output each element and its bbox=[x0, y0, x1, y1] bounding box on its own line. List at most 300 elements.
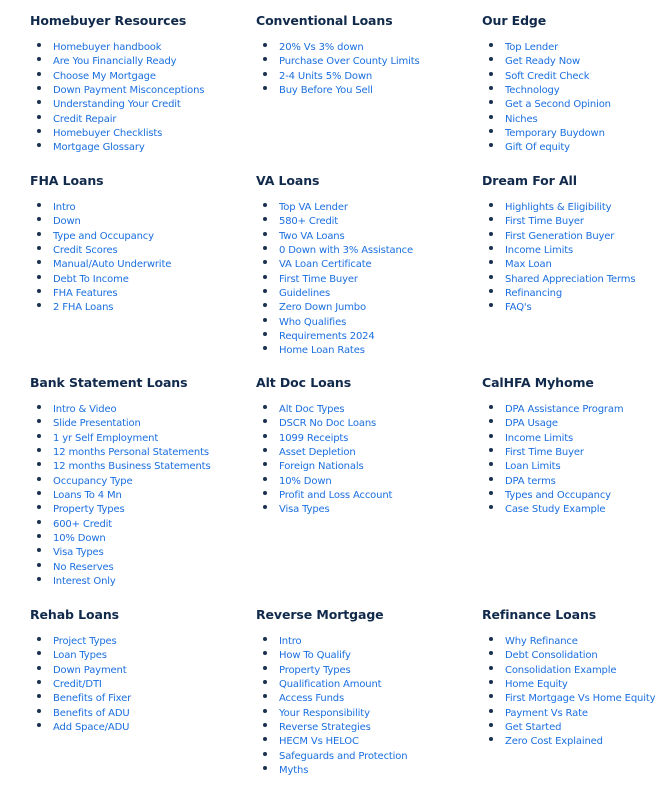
menu-link-zero-cost-explained[interactable]: Zero Cost Explained bbox=[505, 736, 603, 748]
menu-link-two-va-loans[interactable]: Two VA Loans bbox=[279, 230, 345, 242]
list-item bbox=[256, 38, 420, 52]
menu-link-first-generation-buyer[interactable]: First Generation Buyer bbox=[505, 230, 615, 242]
list-item bbox=[482, 255, 635, 269]
link-list bbox=[30, 400, 211, 586]
menu-link-2-4-units-5-down[interactable]: 2-4 Units 5% Down bbox=[279, 70, 373, 82]
list-item bbox=[30, 429, 211, 443]
menu-link-slide-presentation[interactable]: Slide Presentation bbox=[53, 418, 141, 430]
menu-link-add-space-adu[interactable]: Add Space/ADU bbox=[53, 722, 130, 734]
list-item bbox=[256, 270, 413, 284]
bullet-icon bbox=[489, 143, 493, 147]
bullet-icon bbox=[263, 260, 267, 264]
bullet-icon bbox=[489, 505, 493, 509]
bullet-icon bbox=[37, 477, 41, 481]
menu-section-reverse-mortgage bbox=[256, 607, 407, 775]
menu-section-bank-statement-loans bbox=[30, 375, 211, 586]
bullet-icon bbox=[37, 43, 41, 47]
list-item bbox=[482, 457, 623, 471]
menu-link-600-credit[interactable]: 600+ Credit bbox=[53, 518, 113, 530]
menu-link-10-down[interactable]: 10% Down bbox=[53, 533, 106, 545]
menu-link-first-time-buyer[interactable]: First Time Buyer bbox=[279, 273, 358, 285]
bullet-icon bbox=[37, 232, 41, 236]
list-item bbox=[256, 747, 407, 761]
bullet-icon bbox=[263, 505, 267, 509]
bullet-icon bbox=[263, 275, 267, 279]
list-item bbox=[30, 529, 211, 543]
bullet-icon bbox=[263, 448, 267, 452]
list-item bbox=[256, 646, 407, 660]
bullet-icon bbox=[489, 723, 493, 727]
menu-link-homebuyer-checklists[interactable]: Homebuyer Checklists bbox=[53, 128, 163, 140]
bullet-icon bbox=[489, 637, 493, 641]
bullet-icon bbox=[263, 737, 267, 741]
menu-link-credit-dti[interactable]: Credit/DTI bbox=[53, 679, 102, 691]
list-item bbox=[482, 212, 635, 226]
menu-section-fha-loans bbox=[30, 173, 171, 313]
menu-link-loans-to-4-mn[interactable]: Loans To 4 Mn bbox=[53, 490, 122, 502]
bullet-icon bbox=[489, 100, 493, 104]
menu-link-10-down[interactable]: 10% Down bbox=[279, 475, 332, 487]
bullet-icon bbox=[489, 86, 493, 90]
list-item bbox=[482, 38, 611, 52]
list-item bbox=[256, 457, 392, 471]
bullet-icon bbox=[489, 709, 493, 713]
link-list bbox=[482, 38, 611, 153]
bullet-icon bbox=[263, 709, 267, 713]
menu-link-0-down-with-3-assistance[interactable]: 0 Down with 3% Assistance bbox=[279, 245, 414, 257]
bullet-icon bbox=[263, 637, 267, 641]
bullet-icon bbox=[37, 534, 41, 538]
menu-link-reverse-strategies[interactable]: Reverse Strategies bbox=[279, 722, 371, 734]
menu-link-income-limits[interactable]: Income Limits bbox=[505, 245, 574, 257]
bullet-icon bbox=[37, 563, 41, 567]
list-item bbox=[482, 298, 635, 312]
bullet-icon bbox=[489, 260, 493, 264]
menu-link-top-lender[interactable]: Top Lender bbox=[505, 42, 559, 53]
menu-link-loan-limits[interactable]: Loan Limits bbox=[505, 461, 561, 473]
list-item bbox=[30, 646, 131, 660]
bullet-icon bbox=[263, 332, 267, 336]
menu-link-benefits-of-adu[interactable]: Benefits of ADU bbox=[53, 707, 130, 719]
menu-link-va-loan-certificate[interactable]: VA Loan Certificate bbox=[279, 259, 372, 271]
list-item bbox=[482, 241, 635, 255]
menu-link-who-qualifies[interactable]: Who Qualifies bbox=[279, 316, 347, 328]
link-list bbox=[482, 632, 655, 747]
menu-link-shared-appreciation-terms[interactable]: Shared Appreciation Terms bbox=[505, 273, 636, 285]
menu-link-get-started[interactable]: Get Started bbox=[505, 722, 562, 734]
menu-link-temporary-buydown[interactable]: Temporary Buydown bbox=[505, 128, 605, 140]
bullet-icon bbox=[489, 462, 493, 466]
list-item bbox=[482, 429, 623, 443]
menu-link-loan-types[interactable]: Loan Types bbox=[53, 650, 107, 662]
menu-link-down-payment[interactable]: Down Payment bbox=[53, 664, 127, 676]
list-item bbox=[30, 486, 211, 500]
bullet-icon bbox=[489, 203, 493, 207]
menu-link-down-payment-misconceptions[interactable]: Down Payment Misconceptions bbox=[53, 85, 205, 97]
menu-link-property-types[interactable]: Property Types bbox=[279, 664, 351, 676]
list-item bbox=[482, 443, 623, 457]
menu-link-2-fha-loans[interactable]: 2 FHA Loans bbox=[53, 302, 114, 314]
section-heading: VA Loans bbox=[256, 173, 320, 188]
list-item bbox=[256, 241, 413, 255]
list-item bbox=[256, 443, 392, 457]
list-item bbox=[482, 414, 623, 428]
bullet-icon bbox=[489, 43, 493, 47]
menu-link-gift-of-equity[interactable]: Gift Of equity bbox=[505, 142, 570, 154]
menu-link-property-types[interactable]: Property Types bbox=[53, 504, 125, 516]
section-heading: Reverse Mortgage bbox=[256, 607, 384, 622]
bullet-icon bbox=[37, 577, 41, 581]
menu-link-down[interactable]: Down bbox=[53, 216, 81, 228]
list-item bbox=[482, 124, 611, 138]
menu-link-get-a-second-opinion[interactable]: Get a Second Opinion bbox=[505, 99, 611, 111]
menu-link-niches[interactable]: Niches bbox=[505, 113, 538, 125]
menu-link-hecm-vs-heloc[interactable]: HECM Vs HELOC bbox=[279, 736, 359, 748]
list-item bbox=[30, 227, 171, 241]
bullet-icon bbox=[263, 752, 267, 756]
bullet-icon bbox=[263, 43, 267, 47]
list-item bbox=[482, 675, 655, 689]
list-item bbox=[30, 515, 211, 529]
menu-link-consolidation-example[interactable]: Consolidation Example bbox=[505, 664, 617, 676]
menu-link-purchase-over-county-limits[interactable]: Purchase Over County Limits bbox=[279, 56, 420, 68]
menu-link-zero-down-jumbo[interactable]: Zero Down Jumbo bbox=[279, 302, 366, 314]
bullet-icon bbox=[37, 448, 41, 452]
bullet-icon bbox=[37, 72, 41, 76]
bullet-icon bbox=[263, 680, 267, 684]
bullet-icon bbox=[263, 303, 267, 307]
menu-link-profit-and-loss-account[interactable]: Profit and Loss Account bbox=[279, 490, 393, 502]
list-item bbox=[30, 661, 131, 675]
menu-link-highlights-and-eligibility[interactable]: Highlights & Eligibility bbox=[505, 202, 612, 213]
menu-link-income-limits[interactable]: Income Limits bbox=[505, 432, 574, 444]
list-item bbox=[30, 500, 211, 514]
bullet-icon bbox=[263, 723, 267, 727]
bullet-icon bbox=[37, 115, 41, 119]
list-item bbox=[30, 704, 131, 718]
menu-link-payment-vs-rate[interactable]: Payment Vs Rate bbox=[505, 707, 588, 719]
bullet-icon bbox=[37, 419, 41, 423]
menu-link-first-time-buyer[interactable]: First Time Buyer bbox=[505, 216, 584, 228]
bullet-icon bbox=[263, 462, 267, 466]
list-item bbox=[482, 704, 655, 718]
link-list bbox=[256, 198, 413, 356]
bullet-icon bbox=[37, 143, 41, 147]
bullet-icon bbox=[489, 289, 493, 293]
list-item bbox=[256, 472, 392, 486]
list-item bbox=[256, 255, 413, 269]
bullet-icon bbox=[263, 477, 267, 481]
section-heading: Our Edge bbox=[482, 13, 547, 28]
section-heading: Rehab Loans bbox=[30, 607, 119, 622]
menu-link-home-loan-rates[interactable]: Home Loan Rates bbox=[279, 345, 365, 357]
section-heading: Dream For All bbox=[482, 173, 577, 188]
list-item bbox=[482, 472, 623, 486]
menu-link-project-types[interactable]: Project Types bbox=[53, 636, 117, 647]
bullet-icon bbox=[263, 419, 267, 423]
bullet-icon bbox=[263, 694, 267, 698]
list-item bbox=[30, 718, 131, 732]
bullet-icon bbox=[37, 289, 41, 293]
bullet-icon bbox=[263, 57, 267, 61]
list-item bbox=[482, 284, 635, 298]
bullet-icon bbox=[37, 680, 41, 684]
list-item bbox=[256, 400, 392, 414]
menu-link-safeguards-and-protection[interactable]: Safeguards and Protection bbox=[279, 750, 408, 762]
bullet-icon bbox=[489, 72, 493, 76]
list-item bbox=[30, 543, 211, 557]
menu-link-12-months-personal-statements[interactable]: 12 months Personal Statements bbox=[53, 447, 209, 459]
list-item bbox=[30, 675, 131, 689]
menu-link-intro-and-video[interactable]: Intro & Video bbox=[53, 404, 117, 415]
list-item bbox=[482, 646, 655, 660]
list-item bbox=[256, 486, 392, 500]
section-heading: FHA Loans bbox=[30, 173, 104, 188]
menu-link-requirements-2024[interactable]: Requirements 2024 bbox=[279, 331, 375, 343]
section-heading: Alt Doc Loans bbox=[256, 375, 352, 390]
bullet-icon bbox=[263, 246, 267, 250]
menu-section-va-loans bbox=[256, 173, 413, 356]
bullet-icon bbox=[489, 419, 493, 423]
bullet-icon bbox=[263, 346, 267, 350]
list-item bbox=[30, 38, 204, 52]
list-item bbox=[256, 227, 413, 241]
menu-link-interest-only[interactable]: Interest Only bbox=[53, 576, 116, 588]
section-heading: CalHFA Myhome bbox=[482, 375, 594, 390]
menu-link-credit-repair[interactable]: Credit Repair bbox=[53, 113, 117, 125]
menu-section-homebuyer-resources bbox=[30, 13, 204, 153]
bullet-icon bbox=[37, 505, 41, 509]
bullet-icon bbox=[489, 448, 493, 452]
list-item bbox=[30, 124, 204, 138]
menu-link-intro[interactable]: Intro bbox=[279, 636, 302, 647]
bullet-icon bbox=[37, 217, 41, 221]
menu-link-types-and-occupancy[interactable]: Types and Occupancy bbox=[505, 490, 611, 502]
bullet-icon bbox=[489, 303, 493, 307]
list-item bbox=[482, 67, 611, 81]
list-item bbox=[256, 284, 413, 298]
bullet-icon bbox=[37, 434, 41, 438]
bullet-icon bbox=[489, 491, 493, 495]
bullet-icon bbox=[489, 651, 493, 655]
bullet-icon bbox=[263, 405, 267, 409]
menu-link-type-and-occupancy[interactable]: Type and Occupancy bbox=[53, 230, 154, 242]
list-item bbox=[256, 327, 413, 341]
menu-link-no-reserves[interactable]: No Reserves bbox=[53, 561, 114, 573]
bullet-icon bbox=[37, 260, 41, 264]
bullet-icon bbox=[489, 115, 493, 119]
bullet-icon bbox=[37, 520, 41, 524]
bullet-icon bbox=[37, 246, 41, 250]
bullet-icon bbox=[37, 203, 41, 207]
list-item bbox=[30, 632, 131, 646]
menu-link-guidelines[interactable]: Guidelines bbox=[279, 288, 331, 300]
bullet-icon bbox=[489, 434, 493, 438]
list-item bbox=[256, 500, 392, 514]
bullet-icon bbox=[489, 477, 493, 481]
list-item bbox=[256, 661, 407, 675]
list-item bbox=[30, 138, 204, 152]
menu-link-understanding-your-credit[interactable]: Understanding Your Credit bbox=[53, 99, 181, 111]
menu-link-visa-types[interactable]: Visa Types bbox=[279, 504, 330, 516]
menu-link-case-study-example[interactable]: Case Study Example bbox=[505, 504, 606, 516]
menu-link-dpa-assistance-program[interactable]: DPA Assistance Program bbox=[505, 404, 624, 415]
menu-link-manual-auto-underwrite[interactable]: Manual/Auto Underwrite bbox=[53, 259, 172, 271]
menu-link-myths[interactable]: Myths bbox=[279, 765, 309, 777]
menu-link-buy-before-you-sell[interactable]: Buy Before You Sell bbox=[279, 85, 373, 97]
list-item bbox=[30, 400, 211, 414]
bullet-icon bbox=[263, 766, 267, 770]
list-item bbox=[30, 558, 211, 572]
list-item bbox=[482, 198, 635, 212]
menu-link-homebuyer-handbook[interactable]: Homebuyer handbook bbox=[53, 42, 162, 53]
list-item bbox=[482, 138, 611, 152]
link-list bbox=[256, 400, 392, 515]
menu-link-how-to-qualify[interactable]: How To Qualify bbox=[279, 650, 351, 662]
menu-link-max-loan[interactable]: Max Loan bbox=[505, 259, 552, 271]
menu-link-choose-my-mortgage[interactable]: Choose My Mortgage bbox=[53, 70, 156, 82]
menu-link-access-funds[interactable]: Access Funds bbox=[279, 693, 345, 705]
list-item bbox=[30, 472, 211, 486]
list-item bbox=[30, 110, 204, 124]
list-item bbox=[482, 52, 611, 66]
menu-link-debt-to-income[interactable]: Debt To Income bbox=[53, 273, 129, 285]
menu-link-debt-consolidation[interactable]: Debt Consolidation bbox=[505, 650, 598, 662]
menu-link-12-months-business-statements[interactable]: 12 months Business Statements bbox=[53, 461, 211, 473]
list-item bbox=[482, 81, 611, 95]
menu-link-20-vs-3-down[interactable]: 20% Vs 3% down bbox=[279, 42, 364, 53]
menu-link-dpa-terms[interactable]: DPA terms bbox=[505, 475, 556, 487]
menu-link-dscr-no-doc-loans[interactable]: DSCR No Doc Loans bbox=[279, 418, 377, 430]
menu-link-asset-depletion[interactable]: Asset Depletion bbox=[279, 447, 356, 459]
list-item bbox=[256, 761, 407, 775]
bullet-icon bbox=[37, 694, 41, 698]
menu-link-occupancy-type[interactable]: Occupancy Type bbox=[53, 475, 133, 487]
bullet-icon bbox=[37, 491, 41, 495]
list-item bbox=[30, 457, 211, 471]
menu-section-refinance-loans bbox=[482, 607, 655, 747]
menu-link-intro[interactable]: Intro bbox=[53, 202, 76, 213]
bullet-icon bbox=[37, 405, 41, 409]
bullet-icon bbox=[37, 462, 41, 466]
list-item bbox=[256, 81, 420, 95]
menu-link-soft-credit-check[interactable]: Soft Credit Check bbox=[505, 70, 590, 82]
list-item bbox=[30, 241, 171, 255]
list-item bbox=[256, 52, 420, 66]
bullet-icon bbox=[263, 666, 267, 670]
bullet-icon bbox=[37, 666, 41, 670]
menu-link-1099-receipts[interactable]: 1099 Receipts bbox=[279, 432, 349, 444]
bullet-icon bbox=[489, 275, 493, 279]
bullet-icon bbox=[489, 405, 493, 409]
list-item bbox=[482, 227, 635, 241]
list-item bbox=[30, 67, 204, 81]
list-item bbox=[256, 675, 407, 689]
menu-section-calhfa-myhome bbox=[482, 375, 623, 515]
menu-link-home-equity[interactable]: Home Equity bbox=[505, 679, 568, 691]
list-item bbox=[482, 486, 623, 500]
list-item bbox=[256, 212, 413, 226]
bullet-icon bbox=[37, 303, 41, 307]
bullet-icon bbox=[263, 651, 267, 655]
list-item bbox=[482, 632, 655, 646]
list-item bbox=[30, 414, 211, 428]
menu-link-benefits-of-fixer[interactable]: Benefits of Fixer bbox=[53, 693, 132, 705]
menu-link-qualification-amount[interactable]: Qualification Amount bbox=[279, 679, 382, 691]
list-item bbox=[482, 661, 655, 675]
bullet-icon bbox=[263, 318, 267, 322]
list-item bbox=[256, 429, 392, 443]
link-list bbox=[30, 632, 131, 732]
list-item bbox=[256, 341, 413, 355]
list-item bbox=[30, 95, 204, 109]
menu-link-are-you-financially-ready[interactable]: Are You Financially Ready bbox=[53, 56, 177, 68]
menu-link-credit-scores[interactable]: Credit Scores bbox=[53, 245, 118, 257]
list-item bbox=[30, 198, 171, 212]
menu-link-dpa-usage[interactable]: DPA Usage bbox=[505, 418, 558, 430]
menu-link-mortgage-glossary[interactable]: Mortgage Glossary bbox=[53, 142, 145, 154]
menu-link-visa-types[interactable]: Visa Types bbox=[53, 547, 104, 559]
list-item bbox=[30, 284, 171, 298]
bullet-icon bbox=[263, 289, 267, 293]
menu-section-alt-doc-loans bbox=[256, 375, 392, 515]
menu-link-alt-doc-types[interactable]: Alt Doc Types bbox=[279, 404, 345, 415]
bullet-icon bbox=[263, 217, 267, 221]
list-item bbox=[482, 718, 655, 732]
list-item bbox=[482, 400, 623, 414]
menu-link-first-mortgage-vs-home-equity[interactable]: First Mortgage Vs Home Equity bbox=[505, 693, 656, 705]
menu-link-why-refinance[interactable]: Why Refinance bbox=[505, 636, 578, 647]
menu-link-refinancing[interactable]: Refinancing bbox=[505, 288, 563, 300]
section-heading: Conventional Loans bbox=[256, 13, 393, 28]
menu-link-get-ready-now[interactable]: Get Ready Now bbox=[505, 56, 581, 68]
list-item bbox=[30, 443, 211, 457]
list-item bbox=[482, 732, 655, 746]
list-item bbox=[30, 52, 204, 66]
list-item bbox=[30, 298, 171, 312]
bullet-icon bbox=[263, 86, 267, 90]
menu-link-fha-features[interactable]: FHA Features bbox=[53, 288, 118, 300]
bullet-icon bbox=[489, 217, 493, 221]
menu-link-top-va-lender[interactable]: Top VA Lender bbox=[279, 202, 348, 213]
list-item bbox=[256, 198, 413, 212]
link-list bbox=[256, 38, 420, 95]
section-heading: Bank Statement Loans bbox=[30, 375, 188, 390]
menu-section-our-edge bbox=[482, 13, 611, 153]
bullet-icon bbox=[489, 694, 493, 698]
section-heading: Refinance Loans bbox=[482, 607, 597, 622]
list-item bbox=[482, 689, 655, 703]
list-item bbox=[482, 500, 623, 514]
bullet-icon bbox=[37, 100, 41, 104]
menu-link-foreign-nationals[interactable]: Foreign Nationals bbox=[279, 461, 364, 473]
bullet-icon bbox=[37, 129, 41, 133]
menu-link-580-credit[interactable]: 580+ Credit bbox=[279, 216, 339, 228]
list-item bbox=[30, 81, 204, 95]
menu-link-1-yr-self-employment[interactable]: 1 yr Self Employment bbox=[53, 432, 159, 444]
bullet-icon bbox=[37, 86, 41, 90]
bullet-icon bbox=[37, 275, 41, 279]
menu-link-first-time-buyer[interactable]: First Time Buyer bbox=[505, 447, 584, 459]
list-item bbox=[482, 270, 635, 284]
list-item bbox=[482, 110, 611, 124]
menu-link-faq-s[interactable]: FAQ's bbox=[505, 302, 532, 314]
menu-link-your-responsibility[interactable]: Your Responsibility bbox=[279, 707, 370, 719]
link-list bbox=[482, 400, 623, 515]
menu-link-technology[interactable]: Technology bbox=[505, 85, 560, 97]
list-item bbox=[256, 313, 413, 327]
bullet-icon bbox=[489, 246, 493, 250]
